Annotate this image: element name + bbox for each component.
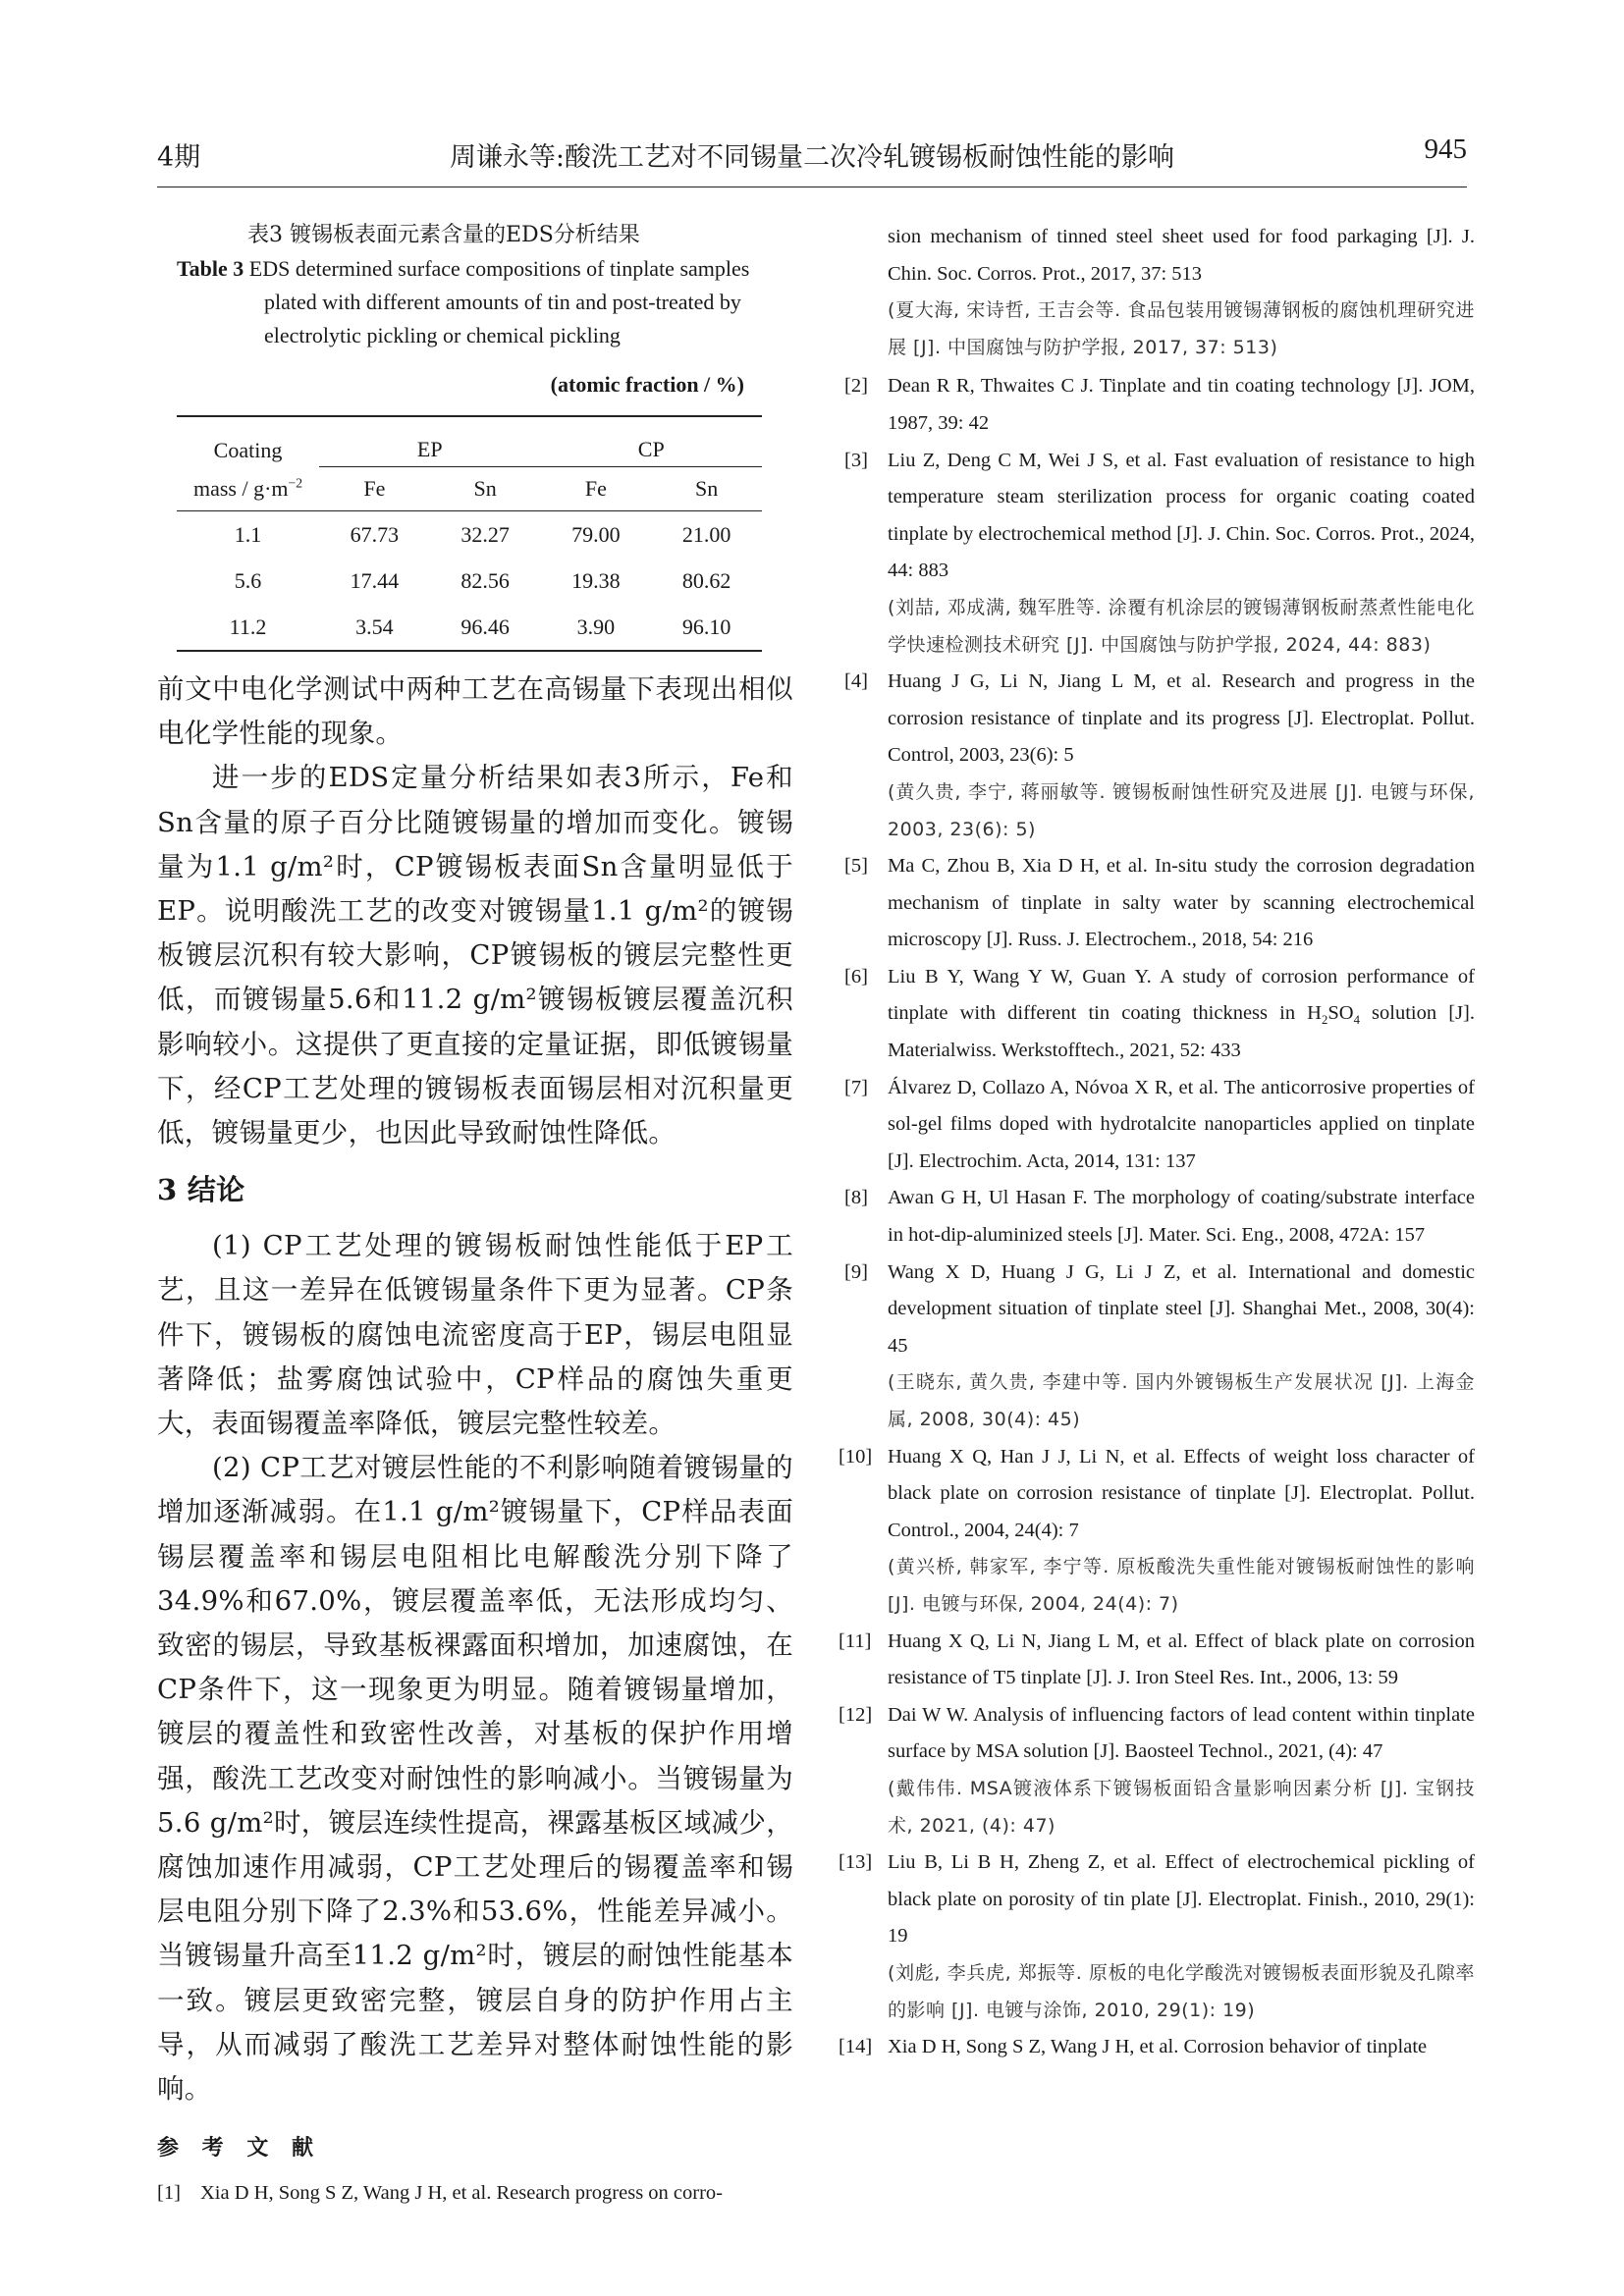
table-label: Table 3 [177,256,244,281]
col-mass [177,467,319,511]
paragraph: 前文中电化学测试中两种工艺在高锡量下表现出相似电化学性能的现象。 [157,673,793,750]
ref-number: [10] [839,1445,873,1468]
ref-text: Dean R R, Thwaites C J. Tinplate and tin coating technology [J]. JOM, 1987, 39: 42 [888,375,1475,434]
cell-cp-fe: 3.90 [541,604,652,651]
right-column [839,219,1475,2066]
ref-text: Wang X D, Huang J G, Li J Z, et al. International and domestic development situation of tinplate steel [J]. Shanghai Met., 2008, 30(4): 45 [888,1260,1475,1357]
col-mass-text: mass / g·m [192,475,289,501]
cell-mass: 11.2 [177,604,319,651]
ref-number: [7] [844,1076,868,1098]
ref-number: [6] [844,965,868,988]
ref-text: Xia D H, Song S Z, Wang J H, et al. Corrosion behavior of tinplate [888,2036,1428,2058]
reference-item [844,1070,1475,1181]
ref-text-cn: (戴伟伟. MSA镀液体系下镀锡板面铅含量影响因素分析 [J]. 宝钢技术, 2021, (4): 47) [888,1777,1475,1837]
running-title: 周谦永等:酸洗工艺对不同锡量二次冷轧镀锡板耐蚀性能的影响 [449,142,1175,173]
reference-item [844,848,1475,959]
eds-table [177,415,762,652]
ref-text-cn: (王晓东, 黄久贵, 李建中等. 国内外镀锡板生产发展状况 [J]. 上海金属, 2008, 30(4): 45) [888,1371,1475,1430]
table-row [177,604,762,651]
page-number: 945 [1424,133,1467,165]
ref-number: [8] [844,1187,868,1209]
left-column [157,219,793,2213]
sub-ep-fe: Fe [319,467,430,511]
ref-text-cn: (黄兴桥, 韩家军, 李宁等. 原板酸洗失重性能对镀锡板耐蚀性的影响 [J]. 电镀与环保, 2004, 24(4): 7) [888,1556,1475,1615]
sub-cp-fe: Fe [541,467,652,511]
section-heading: 3 结论 [157,1173,245,1207]
cell-ep-sn: 96.46 [430,604,541,651]
reference-item [844,1255,1475,1439]
reference-item [839,1439,1475,1624]
cell-cp-sn: 21.00 [681,521,731,547]
ref-text: Huang J G, Li N, Jiang L M, et al. Research and progress in the corrosion resistance of tinplate and its progress [J]. Electroplat. Pollut. Control, 2003, 23(6): 5 [888,670,1475,767]
group-ep: EP [319,416,541,467]
issue-number: 4期 [157,142,201,173]
ref-number: [3] [844,449,868,471]
ref-text: Liu B, Li B H, Zheng Z, et al. Effect of electrochemical pickling of black plate on porosity of tin plate [J]. Electroplat. Finish., 2010, 29(1): 19 [888,1851,1475,1948]
ref-text: Liu Z, Deng C M, Wei J S, et al. Fast evaluation of resistance to high temperature steam sterilization process for organic coating coated tinplate by electrochemical method [J]. J. Chin. Soc. Corros. Prot., 2024, 44: 883 [888,449,1475,582]
ref-number: [9] [844,1260,868,1283]
paragraph: 进一步的EDS定量分析结果如表3所示，Fe和Sn含量的原子百分比随镀锡量的增加而变化。镀锡量为1.1 g/m²时，CP镀锡板表面Sn含量明显低于EP。说明酸洗工艺的改变对镀锡量1.1 g/m²的镀锡板镀层沉积有较大影响，CP镀锡板的镀层完整性更低，而镀锡量5.6和11.2 g/m²镀锡板镀层覆盖沉积影响较小。这提供了更直接的定量证据，即低镀锡量下，经CP工艺处理的镀锡板表面锡层相对沉积量更低，镀锡量更少，也因此导致耐蚀性降低。 [157,762,793,1149]
cell-cp-fe: 19.38 [571,567,621,593]
table-row [177,558,762,604]
ref-number: [11] [839,1629,872,1652]
ref-text: Awan G H, Ul Hasan F. The morphology of coating/substrate interface in hot-dip-aluminized steels [J]. Mater. Sci. Eng., 2008, 472A: 157 [888,1187,1475,1247]
cell-ep-sn: 82.56 [460,567,510,593]
ref-text-cn: (刘喆, 邓成满, 魏军胜等. 涂覆有机涂层的镀锡薄钢板耐蒸煮性能电化学快速检测技术研究 [J]. 中国腐蚀与防护学报, 2024, 44: 883) [888,596,1475,656]
reference-item [839,1624,1475,1697]
reference-item [839,1697,1475,1844]
cell-cp-sn: 80.62 [681,567,731,593]
cell-cp-fe: 79.00 [571,521,621,547]
reference-item [844,664,1475,848]
ref-text: SO [1327,1002,1354,1025]
reference-item [157,2175,793,2213]
ref-text: Huang X Q, Li N, Jiang L M, et al. Effect of black plate on corrosion resistance of T5 tinplate [J]. J. Iron Steel Res. Int., 2006, 13: 59 [888,1629,1475,1689]
ref-text: Álvarez D, Collazo A, Nóvoa X R, et al. The anticorrosive properties of sol-gel films doped with hydrotalcite nanoparticles applied on tinplate [J]. Electrochim. Acta, 2014, 131: 137 [888,1076,1475,1172]
cell-mass: 1.1 [234,521,262,547]
ref-number: [4] [844,670,868,693]
ref-text: sion mechanism of tinned steel sheet used for food parkaging [J]. J. Chin. Soc. Corros. Prot., 2017, 37: 513 [888,226,1475,285]
body-text [157,667,793,2111]
ref-number: [5] [844,855,868,878]
ref-text: Dai W W. Analysis of influencing factors of lead content within tinplate surface by MSA solution [J]. Baosteel Technol., 2021, (4): 47 [888,1703,1475,1763]
references-heading: 参 考 文 献 [157,2135,321,2162]
ref-number: [13] [839,1851,873,1874]
ref-number: [1] [157,2182,181,2205]
ref-number: [12] [839,1703,873,1726]
ref-text-cn: (刘彪, 李兵虎, 郑振等. 原板的电化学酸洗对镀锡板表面形貌及孔隙率的影响 [J]. 电镀与涂饰, 2010, 29(1): 19) [888,1961,1475,2021]
paragraph: (1) CP工艺处理的镀锡板耐蚀性能低于EP工艺，且这一差异在低镀锡量条件下更为显著。CP条件下，镀锡板的腐蚀电流密度高于EP，锡层电阻显著降低；盐雾腐蚀试验中，CP样品的腐蚀失重更大，表面锡覆盖率降低，镀层完整性较差。 [157,1230,793,1440]
cell-ep-fe: 67.73 [350,521,400,547]
table-caption-en-text: EDS determined surface compositions of tinplate samples plated with different amounts of tin and post-treated by electrolytic pickling or chemical pickling [248,256,750,347]
group-cp: CP [541,416,763,467]
sub-ep-sn: Sn [430,467,541,511]
reference-item [844,1180,1475,1254]
ref-text: Ma C, Zhou B, Xia D H, et al. In-situ study the corrosion degradation mechanism of tinplate in salty water by scanning electrochemical microscopy [J]. Russ. J. Electrochem., 2018, 54: 216 [888,855,1475,951]
col-mass-exp: −2 [288,475,303,491]
reference-item: [6] Liu B Y, Wang Y W, Guan Y. A study of corrosion performance of tinplate with different tin coating thickness in $H_2SO_4$ solution [J]. Materialwiss. Werkstofftech., 2021, 52: 433 [844,959,1475,1070]
ref-text: Liu B Y, Wang Y W, Guan Y. A study of corrosion performance of tinplate with different tin coating thickness in H [888,965,1475,1025]
table-unit: (atomic fraction / %) [550,372,744,397]
table-caption-en [177,252,793,352]
cell-cp-sn: 96.10 [651,604,762,651]
reference-item [839,1844,1475,2029]
paragraph: (2) CP工艺对镀层性能的不利影响随着镀锡量的增加逐渐减弱。在1.1 g/m²镀锡量下，CP样品表面锡层覆盖率和锡层电阻相比电解酸洗分别下降了34.9%和67.0%，镀层覆盖率低，无法形成均匀、致密的锡层，导致基板裸露面积增加，加速腐蚀，在CP条件下，这一现象更为明显。随着镀锡量增加，镀层的覆盖性和致密性改善，对基板的保护作用增强，酸洗工艺改变对耐蚀性的影响减小。当镀锡量为5.6 g/m²时，镀层连续性提高，裸露基板区域减少，腐蚀加速作用减弱，CP工艺处理后的锡覆盖率和锡层电阻分别下降了2.3%和53.6%，性能差异减小。当镀锡量升高至11.2 g/m²时，镀层的耐蚀性能基本一致。镀层更致密完整，镀层自身的防护作用占主导，从而减弱了酸洗工艺差异对整体耐蚀性能的影响。 [157,1452,793,2106]
reference-item [844,443,1475,665]
ref-number: [2] [844,375,868,398]
reference-item [844,368,1475,442]
cell-ep-sn: 32.27 [460,521,510,547]
ref-text-cn: (夏大海, 宋诗哲, 王吉会等. 食品包装用镀锡薄钢板的腐蚀机理研究进展 [J]. 中国腐蚀与防护学报, 2017, 37: 513) [888,299,1475,358]
ref-text: solution [J]. Materialwiss. Werkstofftech., 2021, 52: 433 [888,1002,1475,1062]
col-coating: Coating [177,416,319,467]
ref-text: Xia D H, Song S Z, Wang J H, et al. Research progress on corro- [200,2182,723,2205]
table-caption-cn: 表3 镀锡板表面元素含量的EDS分析结果 [247,223,640,247]
cell-ep-fe: 17.44 [350,567,400,593]
cell-ep-fe: 3.54 [319,604,430,651]
reference-item [839,2029,1475,2066]
ref-number: [14] [839,2036,873,2058]
table-row [177,511,762,559]
sub-cp-sn: Sn [651,467,762,511]
cell-mass: 5.6 [234,567,262,593]
reference-item [844,219,1475,366]
ref-text: Huang X Q, Han J J, Li N, et al. Effects of weight loss character of black plate on corrosion resistance of tinplate [J]. Electroplat. Pollut. Control., 2004, 24(4): 7 [888,1445,1475,1541]
ref-text-cn: (黄久贵, 李宁, 蒋丽敏等. 镀锡板耐蚀性研究及进展 [J]. 电镀与环保, 2003, 23(6): 5) [888,780,1475,840]
